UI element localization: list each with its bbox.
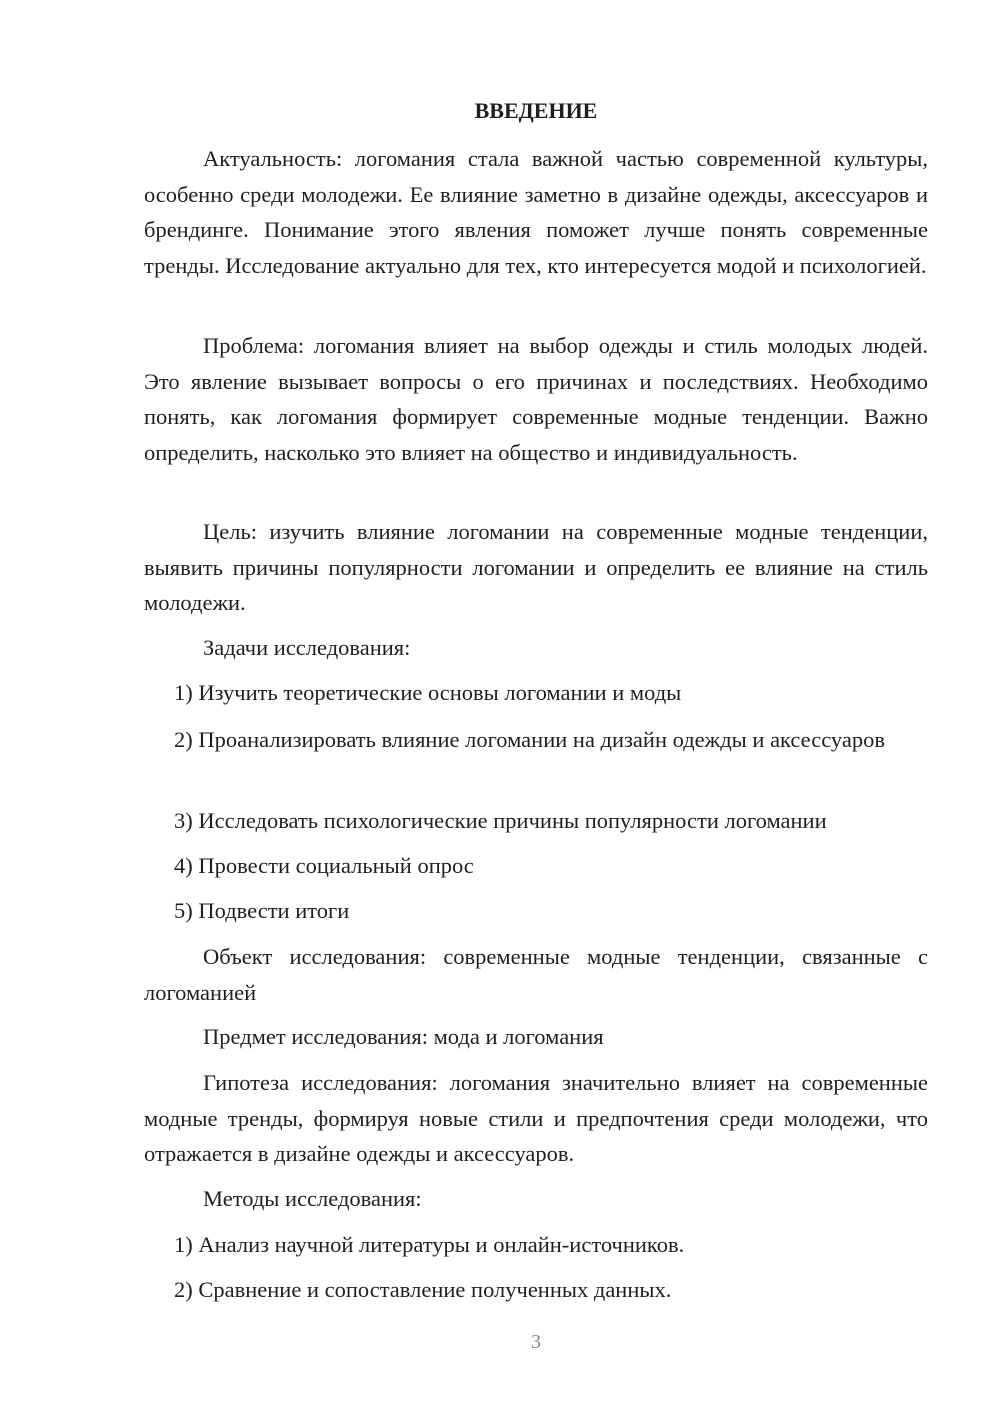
tasks-heading: Задачи исследования: xyxy=(203,635,411,660)
object-paragraph: Объект исследования: современные модные тенденции, связанные с логоманией xyxy=(144,944,928,1005)
section-title: ВВЕДЕНИЕ xyxy=(474,98,598,123)
problem-paragraph: Проблема: логомания влияет на выбор одежды и стиль молодых людей. Это явление вызывает вопросы о его причинах и последствиях. Необходимо понять, как логомания формирует современные модные тенденции. Важно определить, насколько это влияет на общество и индивидуальность. xyxy=(144,333,928,465)
subject-paragraph: Предмет исследования: мода и логомания xyxy=(203,1024,604,1049)
hypothesis-paragraph: Гипотеза исследования: логомания значительно влияет на современные модные тренды, формируя новые стили и предпочтения среди молодежи, что отражается в дизайне одежды и аксессуаров. xyxy=(144,1070,928,1166)
methods-heading: Методы исследования: xyxy=(203,1186,422,1211)
goal-paragraph: Цель: изучить влияние логомании на современные модные тенденции, выявить причины популярности логомании и определить ее влияние на стиль молодежи. xyxy=(144,519,928,615)
task-item-3: 3) Исследовать психологические причины популярности логомании xyxy=(174,808,827,833)
relevance-paragraph: Актуальность: логомания стала важной частью современной культуры, особенно среди молодежи. Ее влияние заметно в дизайне одежды, аксессуаров и брендинге. Понимание этого явления поможет лучше понять современные тренды. Исследование актуально для тех, кто интересуется модой и психологией. xyxy=(144,146,928,278)
method-item-1: 1) Анализ научной литературы и онлайн-источников. xyxy=(174,1232,685,1257)
task-item-4: 4) Провести социальный опрос xyxy=(174,853,474,878)
task-item-1: 1) Изучить теоретические основы логомании и моды xyxy=(174,680,682,705)
page-number: 3 xyxy=(531,1331,541,1353)
task-item-5: 5) Подвести итоги xyxy=(174,898,350,923)
method-item-2: 2) Сравнение и сопоставление полученных данных. xyxy=(174,1277,672,1302)
task-item-2: 2) Проанализировать влияние логомании на дизайн одежды и аксессуаров xyxy=(174,727,885,752)
